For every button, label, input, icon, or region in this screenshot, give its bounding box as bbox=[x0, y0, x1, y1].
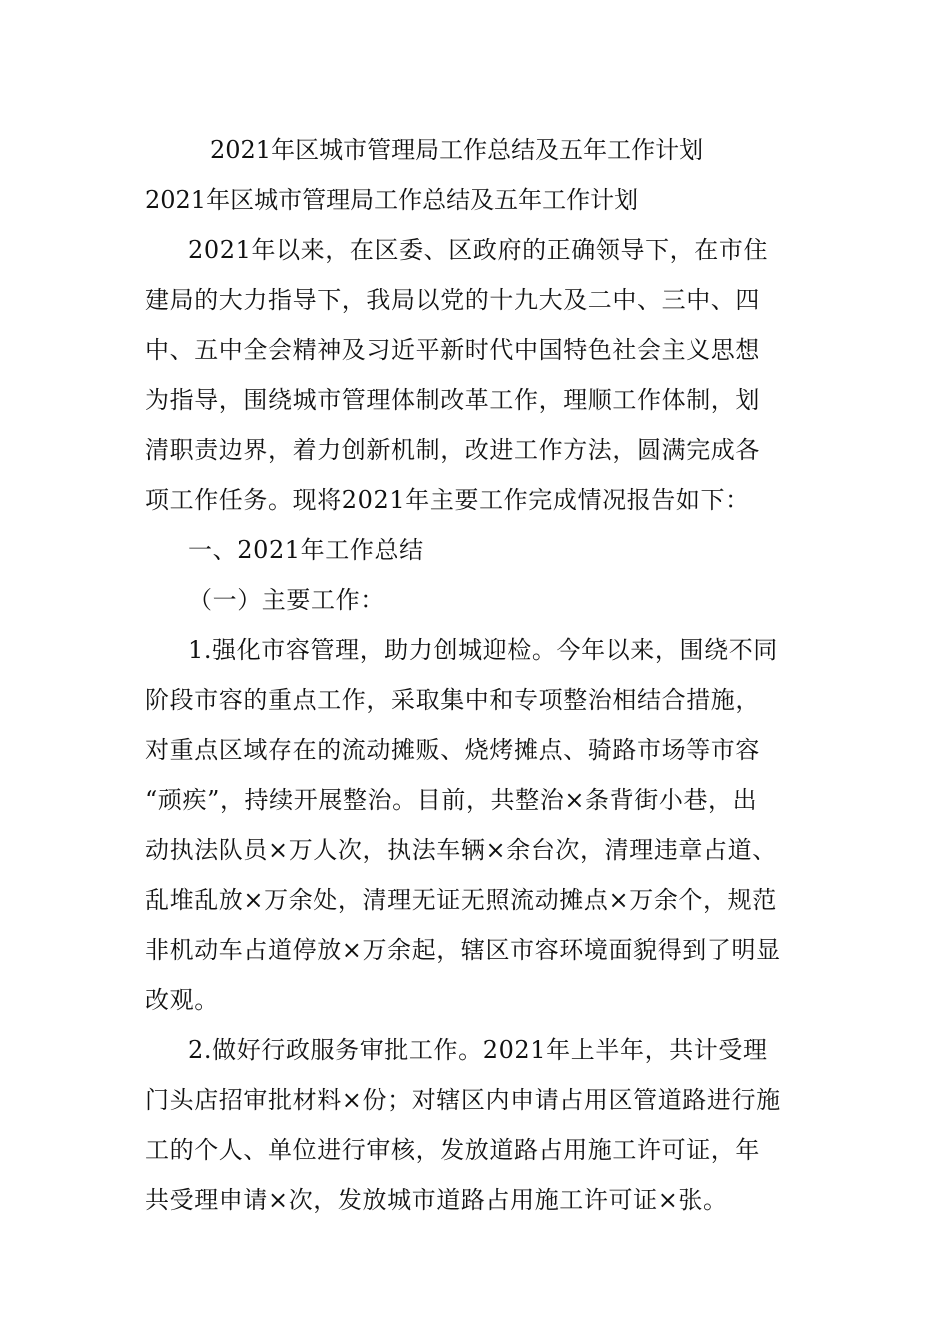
paragraph-line: 阶段市容的重点工作，采取集中和专项整治相结合措施， bbox=[145, 686, 760, 714]
paragraph-line: “顽疾”，持续开展整治。目前，共整治×条背街小巷，出 bbox=[145, 786, 758, 814]
subsection-heading: （一）主要工作： bbox=[188, 586, 385, 614]
paragraph-line: 2021年以来，在区委、区政府的正确领导下，在市住 bbox=[188, 236, 769, 264]
paragraph-line: 1.强化市容管理，助力创城迎检。今年以来，围绕不同 bbox=[188, 636, 778, 664]
paragraph-line: 工的个人、单位进行审核，发放道路占用施工许可证，年 bbox=[145, 1136, 760, 1164]
paragraph-line: 对重点区域存在的流动摊贩、烧烤摊点、骑路市场等市容 bbox=[145, 736, 760, 764]
document-subtitle: 2021年区城市管理局工作总结及五年工作计划 bbox=[145, 186, 639, 214]
paragraph-line: 改观。 bbox=[145, 986, 219, 1014]
document-title: 2021年区城市管理局工作总结及五年工作计划 bbox=[210, 136, 704, 164]
paragraph-line: 非机动车占道停放×万余起，辖区市容环境面貌得到了明显 bbox=[145, 936, 781, 964]
paragraph-line: 建局的大力指导下，我局以党的十九大及二中、三中、四 bbox=[145, 286, 760, 314]
paragraph-line: 共受理申请×次，发放城市道路占用施工许可证×张。 bbox=[145, 1186, 728, 1214]
paragraph-line: 2.做好行政服务审批工作。2021年上半年，共计受理 bbox=[188, 1036, 768, 1064]
paragraph-line: 门头店招审批材料×份；对辖区内申请占用区管道路进行施 bbox=[145, 1086, 781, 1114]
paragraph-line: 中、五中全会精神及习近平新时代中国特色社会主义思想 bbox=[145, 336, 760, 364]
paragraph-line: 乱堆乱放×万余处，清理无证无照流动摊点×万余个，规范 bbox=[145, 886, 777, 914]
section-heading: 一、2021年工作总结 bbox=[188, 536, 424, 564]
paragraph-line: 清职责边界，着力创新机制，改进工作方法，圆满完成各 bbox=[145, 436, 760, 464]
paragraph-line: 项工作任务。现将2021年主要工作完成情况报告如下： bbox=[145, 486, 750, 514]
paragraph-line: 动执法队员×万人次，执法车辆×余台次，清理违章占道、 bbox=[145, 836, 777, 864]
paragraph-line: 为指导，围绕城市管理体制改革工作，理顺工作体制，划 bbox=[145, 386, 760, 414]
